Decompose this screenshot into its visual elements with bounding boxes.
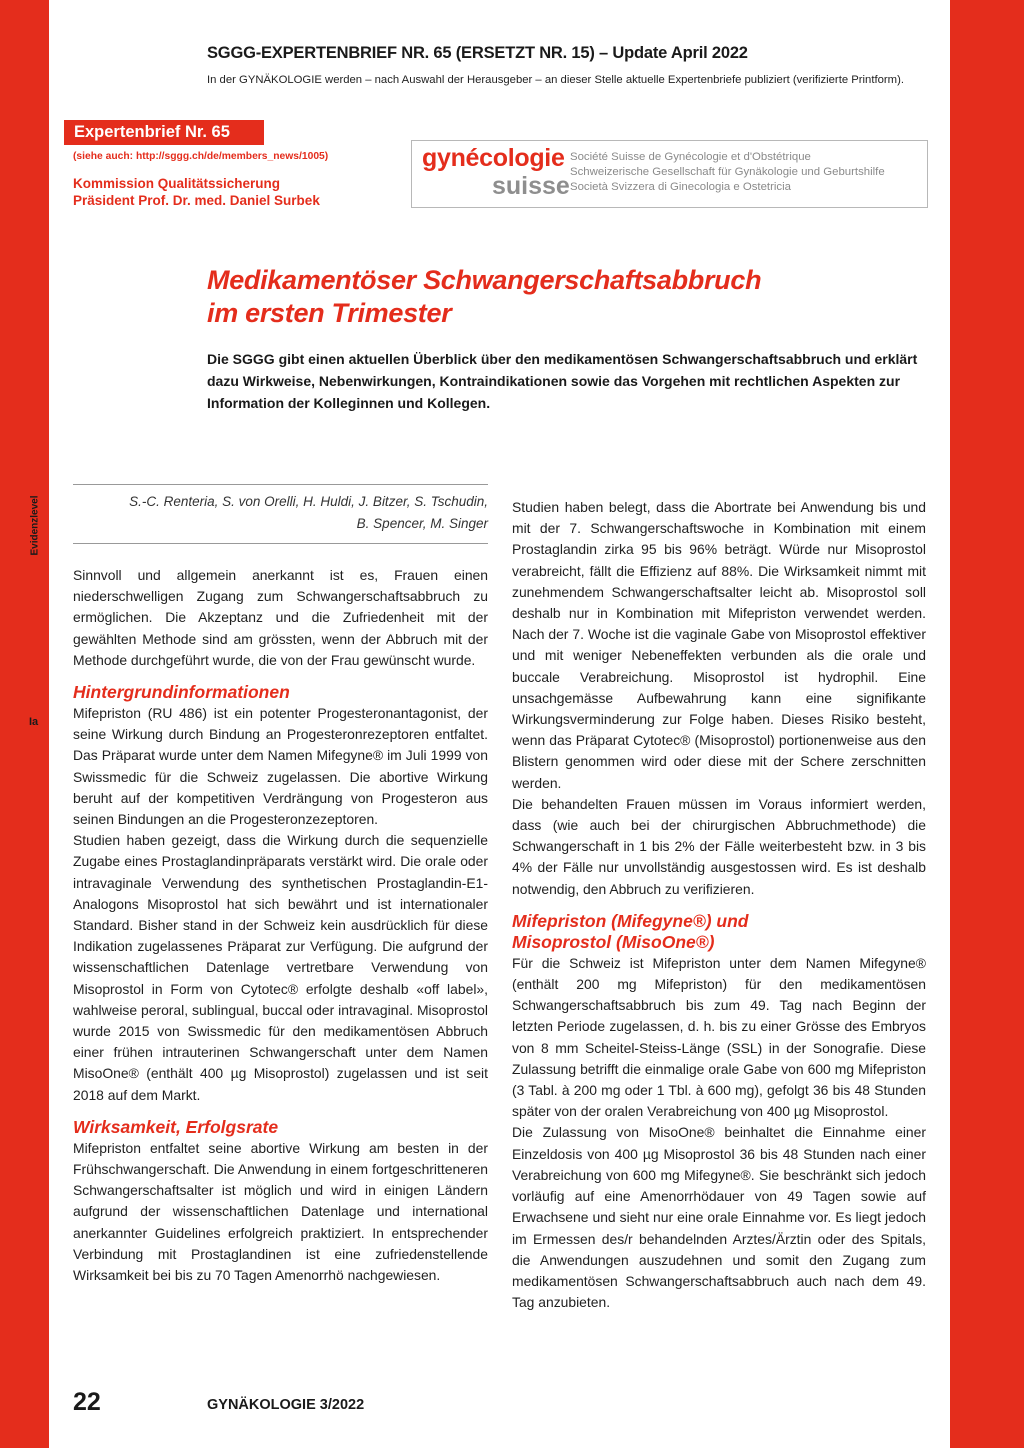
heading-mifepriston — [512, 911, 926, 953]
evidence-level-label — [29, 486, 42, 568]
expertenbrief-link[interactable]: (siehe auch: http://sggg.ch/de/members_news/1005) — [73, 151, 329, 162]
commission-name: Kommission Qualitätssicherung — [73, 176, 281, 191]
hintergrund-paragraph-1: Mifepriston (RU 486) ist ein potenter Progesteronantagonist, der seine Wirkung durch Bindung an Progesteronrezeptoren entfaltet. Das Präparat wurde unter dem Namen Mifegyne® im Juli 1999 von Swissmedic für die Schweiz zugelassen. Die abortive Wirkung beruht auf der kompetitiven Verdrängung von Progesteron aus seinen Bindungen an die Progesteronzezeptoren. — [73, 705, 488, 828]
wirksamkeit-paragraph-1: Mifepriston entfaltet seine abortive Wirkung am besten in der Frühschwangerschaft. Die Anwendung in einem fortgeschritteneren Schwangerschaftsalter ist möglich und wird in einigen Ländern aufgrund der wissenschaftlichen Datenlage und international anerkannter Guidelines erfolgreich praktiziert. In entsprechender Verbindung mit Prostaglandinen ist eine zufriedenstellende Wirksamkeit bei bis zu 70 Tagen Amenorrhö nachgewiesen. — [73, 1139, 488, 1284]
wirksamkeit-paragraph-3: Die behandelten Frauen müssen im Voraus informiert werden, dass (wie auch bei der chirurgischen Abbruchmethode) die Schwangerschaft in 1 bis 2% der Fälle weiterbesteht bzw. in 3 bis 4% der Fälle nur unvollständig ausgestossen wird. Es ist deshalb notwendig, den Abbruch zu verifizieren. — [512, 795, 926, 897]
heading-mifepriston-line1: Mifepriston (Mifegyne®) und — [512, 910, 749, 931]
running-header-subtitle: In der GYNÄKOLOGIE werden – nach Auswahl der Herausgeber – an dieser Stelle aktuelle Expertenbriefe publiziert (verifizierte Printform). — [207, 74, 904, 86]
heading-wirksamkeit: Wirksamkeit, Erfolgsrate — [73, 1116, 279, 1137]
article-title-line2: im ersten Trimester — [207, 298, 452, 328]
page-number: 22 — [73, 1388, 101, 1416]
evidence-level-text: Evidenzlevel — [29, 495, 41, 556]
text-column-right — [512, 497, 926, 1313]
journal-issue: GYNÄKOLOGIE 3/2022 — [207, 1397, 365, 1413]
author-divider-bottom — [73, 543, 488, 544]
right-color-bar — [950, 0, 1024, 1448]
hintergrund-paragraph-2: Studien haben gezeigt, dass die Wirkung durch die sequenzielle Zugabe eines Prostaglandinpräparats verstärkt wird. Die orale oder intravaginale Verwendung des synthetischen Prostaglandin-E1-Analogons Misoprostol hat sich bewährt und ist internationaler Standard. Bisher stand in der Schweiz kein ausdrücklich für diese Indikation zugelassenes Präparat zur Verfügung. Die aufgrund der wissenschaftlichen Datenlage vertretbare Verwendung von Misoprostol in Form von Cytotec® erfolgte deshalb «off label», wahlweise peroral, sublingual, buccal oder intravaginal. Misoprostol wurde 2015 von Swissmedic für den medikamentösen Abbruch einer frühen intrauterinen Schwangerschaft unter dem Namen MisoOne® (enthält 400 µg Misoprostol) zugelassen und ist seit 2018 auf dem Markt. — [73, 832, 488, 1103]
article-title — [207, 264, 761, 330]
authors-line2: B. Spencer, M. Singer — [356, 516, 488, 531]
article-title-line1: Medikamentöser Schwangerschaftsabbruch — [207, 265, 762, 295]
authors-line1: S.-C. Renteria, S. von Orelli, H. Huldi, J. Bitzer, S. Tschudin, — [129, 494, 488, 509]
wirksamkeit-paragraph-2: Studien haben belegt, dass die Abortrate bei Anwendung bis und mit der 7. Schwangerschaftswoche in Kombination mit einem Prostaglandin zirka 95 bis 96% beträgt. Würde nur Misoprostol verabreicht, fällt die Effizienz auf 88%. Die Wirksamkeit nimmt mit zunehmendem Schwangerschaftsalter leicht ab. Misoprostol soll deshalb nur in Kombination mit Mifepriston verwendet werden. Nach der 7. Woche ist die vaginale Gabe von Misoprostol effektiver und mit weniger Nebeneffekten verbunden als die orale und buccale Verabreichung. Misoprostol ist hydrophil. Eine unsachgemässe Aufbewahrung kann eine signifikante Wirkungsverminderung zur Folge haben. Dieses Risiko besteht, wenn das Präparat Cytotec® (Misoprostol) portionenweise aus den Blistern genommen wird oder diese mit der Schere zerschnitten werden. — [512, 499, 926, 791]
expertenbrief-label: Expertenbrief Nr. 65 — [64, 120, 264, 145]
logo-line-fr: Société Suisse de Gynécologie et d'Obstétrique — [570, 151, 811, 163]
logo-line-it: Società Svizzera di Ginecologia e Ostetricia — [570, 181, 791, 193]
intro-paragraph: Sinnvoll und allgemein anerkannt ist es, Frauen einen niederschwelligen Zugang zum Schwangerschaftsabbruch zu ermöglichen. Die Akzeptanz und die Zufriedenheit mit der gewählten Methode sind am grössten, wenn der Abbruch mit der Methode durchgeführt wurde, die von der Frau gewünscht wurde. — [73, 567, 488, 668]
mifepriston-paragraph-2: Die Zulassung von MisoOne® beinhaltet die Einnahme einer Einzeldosis von 400 µg Misoprostol 36 bis 48 Stunden nach einer Verabreichung von 600 mg Mifegyne®. Sie beschränkt sich jedoch vorläufig auf eine Amenorrhödauer von 49 Tagen sowie auf Erwachsene und sieht nur eine orale Einnahme vor. Es liegt jedoch im Ermessen des/r behandelnden Arztes/Ärztin oder des Spitals, die Anwendungen auszudehnen und somit den Zugang zum medikamentösen Schwangerschaftsabbruch auch nach dem 49. Tag anzubieten. — [512, 1124, 926, 1311]
article-lead: Die SGGG gibt einen aktuellen Überblick über den medikamentösen Schwangerschaftsabbruch und erklärt dazu Wirkweise, Nebenwirkungen, Kontraindikationen sowie das Vorgehen mit rechtlichen Aspekten zur Information der Kolleginnen und Kollegen. — [207, 351, 918, 411]
commission-president: Präsident Prof. Dr. med. Daniel Surbek — [73, 193, 320, 208]
article-authors — [73, 491, 488, 535]
text-column-left — [73, 565, 488, 1286]
society-logo — [411, 140, 928, 208]
logo-society-names — [570, 150, 885, 195]
logo-word-suisse: suisse — [492, 172, 570, 200]
commission-info — [73, 175, 320, 209]
logo-line-de: Schweizerische Gesellschaft für Gynäkologie und Geburtshilfe — [570, 166, 885, 178]
heading-mifepriston-line2: Misoprostol (MisoOne®) — [512, 931, 715, 952]
logo-word-gynecologie: gynécologie — [422, 144, 565, 172]
heading-hintergrund: Hintergrundinformationen — [73, 682, 290, 703]
left-color-bar — [0, 0, 49, 1448]
evidence-level-value: Ia — [29, 716, 39, 728]
mifepriston-paragraph-1: Für die Schweiz ist Mifepriston unter dem Namen Mifegyne® (enthält 200 mg Mifepriston) für den medikamentösen Schwangerschaftsabbruch bis zum 49. Tag nach Beginn der letzten Periode zugelassen, d. h. bis zu einer Grösse des Embryos von 8 mm Scheitel-Steiss-Länge (SSL) in der Sonografie. Diese Zulassung betrifft die einmalige orale Gabe von 600 mg Mifepriston (3 Tabl. à 200 mg oder 1 Tbl. à 600 mg), gefolgt 36 bis 48 Stunden später von der oralen Verabreichung von 400 µg Misoprostol. — [512, 954, 926, 1120]
running-header-title: SGGG-EXPERTENBRIEF NR. 65 (ERSETZT NR. 15) – Update April 2022 — [207, 44, 748, 62]
author-divider-top — [73, 484, 488, 485]
